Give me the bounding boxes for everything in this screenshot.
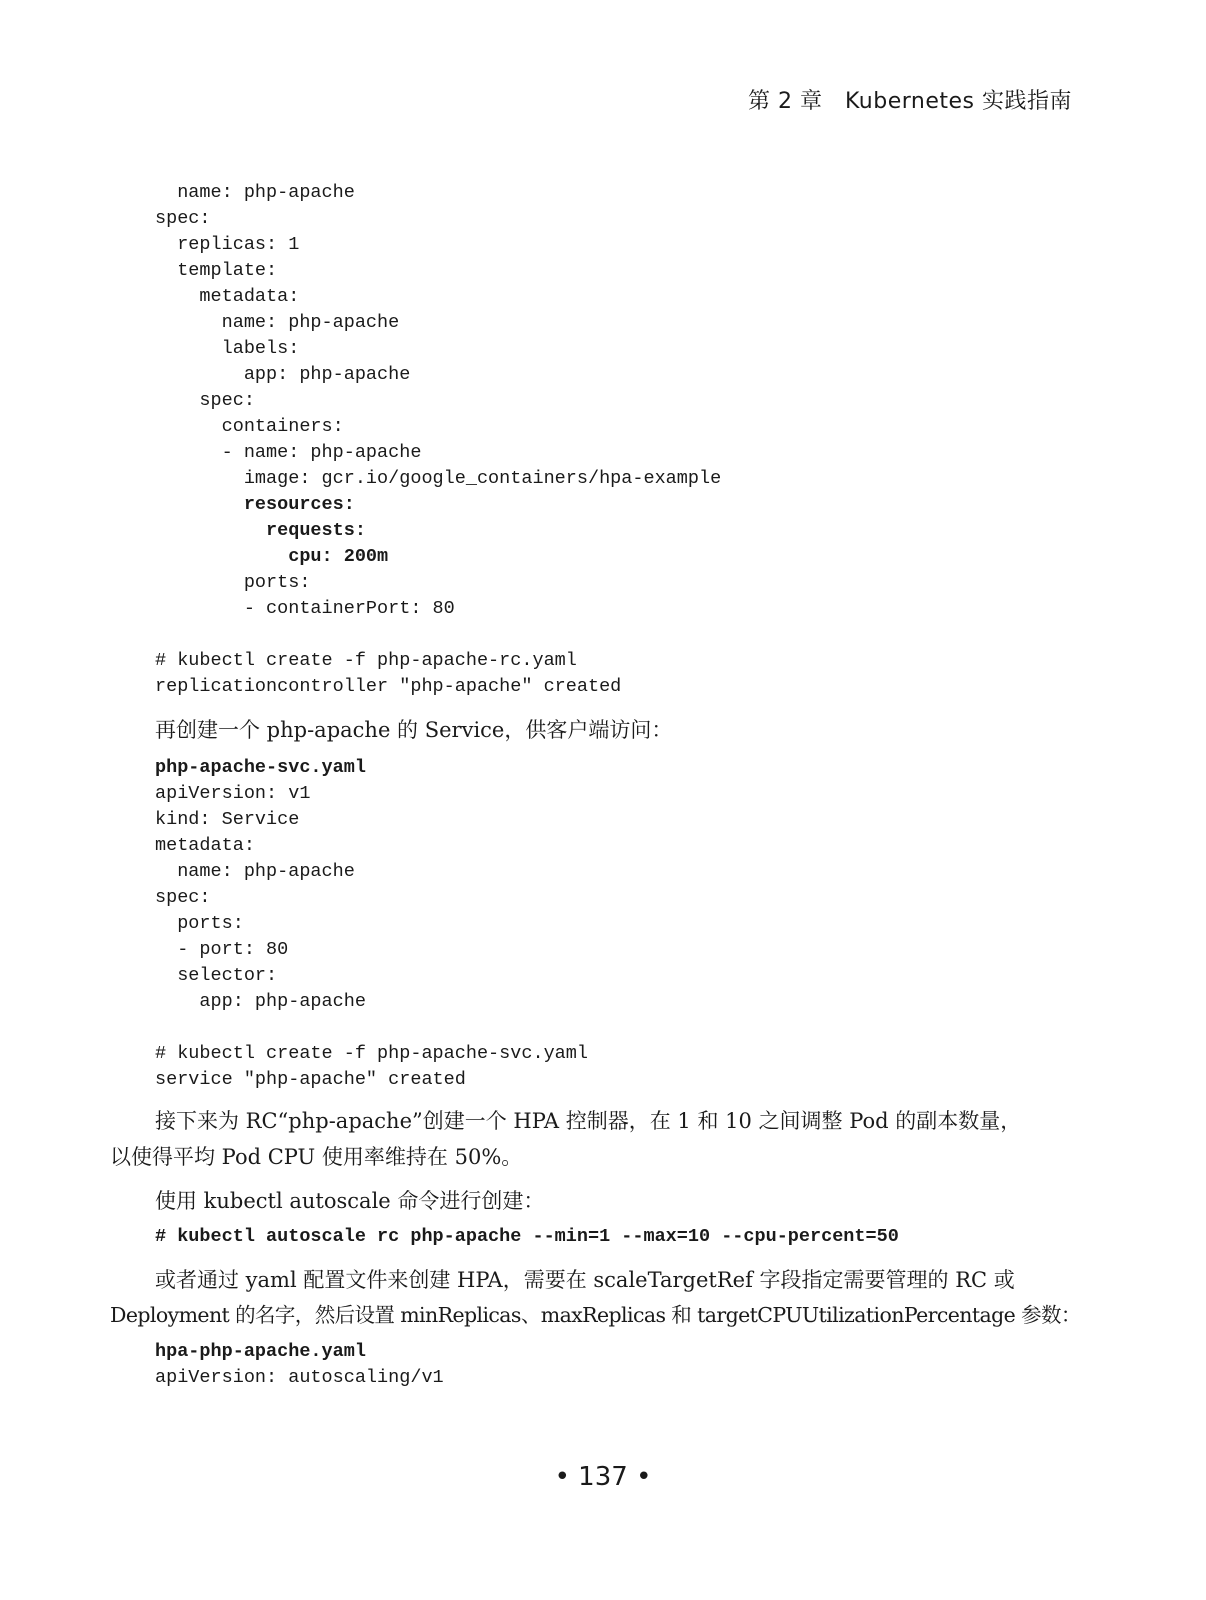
paragraph-yaml-line1: 或者通过 yaml 配置文件来创建 HPA，需要在 scaleTargetRef 字段指定需要管理的 RC 或: [155, 1268, 1015, 1292]
code-line: # kubectl create -f php-apache-svc.yaml: [155, 1043, 588, 1064]
code-line: spec:: [155, 390, 255, 411]
code-line-bold: resources:: [155, 494, 355, 515]
paragraph-service-intro: 再创建一个 php-apache 的 Service，供客户端访问：: [155, 718, 673, 742]
chapter-number: 第 2 章: [748, 89, 823, 114]
code-line: replicationcontroller "php-apache" created: [155, 676, 622, 697]
code-block-hpa: [0, 1365, 1206, 1391]
code-line: app: php-apache: [155, 991, 366, 1012]
code-block-svc: [0, 781, 1206, 1093]
code-line: spec:: [155, 208, 211, 229]
paragraph-hpa-intro-line1: 接下来为 RC“php-apache”创建一个 HPA 控制器，在 1 和 10 之间调整 Pod 的副本数量，: [155, 1109, 1022, 1133]
code-line: # kubectl create -f php-apache-rc.yaml: [155, 650, 577, 671]
code-line: [155, 622, 1206, 648]
code-line: app: php-apache: [155, 364, 411, 385]
autoscale-command: # kubectl autoscale rc php-apache --min=1 --max=10 --cpu-percent=50: [155, 1226, 899, 1247]
filename-hpa: hpa-php-apache.yaml: [155, 1341, 366, 1362]
page-number: • 137 •: [554, 1462, 652, 1492]
code-line: selector:: [155, 965, 278, 986]
code-line: apiVersion: autoscaling/v1: [155, 1367, 444, 1388]
code-line: spec:: [155, 887, 211, 908]
page-header: [748, 84, 1072, 115]
code-line: labels:: [155, 338, 300, 359]
paragraph-hpa-intro-line2: 以使得平均 Pod CPU 使用率维持在 50%。: [110, 1145, 523, 1169]
code-line: metadata:: [155, 835, 255, 856]
code-line: apiVersion: v1: [155, 783, 311, 804]
code-line: [155, 1015, 1206, 1041]
paragraph-yaml-line2: Deployment 的名字，然后设置 minReplicas、maxReplicas 和 targetCPUUtilizationPercentage 参数：: [110, 1303, 1081, 1327]
code-line: kind: Service: [155, 809, 300, 830]
paragraph-autoscale: 使用 kubectl autoscale 命令进行创建：: [155, 1189, 545, 1213]
code-line: name: php-apache: [155, 182, 355, 203]
code-line: service "php-apache" created: [155, 1069, 466, 1090]
chapter-title: Kubernetes 实践指南: [844, 89, 1072, 114]
code-line-bold: requests:: [155, 520, 366, 541]
code-line: ports:: [155, 913, 244, 934]
code-line: ports:: [155, 572, 311, 593]
code-line: replicas: 1: [155, 234, 300, 255]
code-block-rc: [0, 180, 1206, 700]
code-line: image: gcr.io/google_containers/hpa-example: [155, 468, 722, 489]
code-line-bold: cpu: 200m: [155, 546, 389, 567]
code-line: name: php-apache: [155, 861, 355, 882]
code-line: metadata:: [155, 286, 300, 307]
code-line: - port: 80: [155, 939, 289, 960]
code-line: - name: php-apache: [155, 442, 422, 463]
code-line: name: php-apache: [155, 312, 400, 333]
code-line: template:: [155, 260, 278, 281]
filename-svc: php-apache-svc.yaml: [155, 757, 366, 778]
code-line: - containerPort: 80: [155, 598, 455, 619]
code-line: containers:: [155, 416, 344, 437]
